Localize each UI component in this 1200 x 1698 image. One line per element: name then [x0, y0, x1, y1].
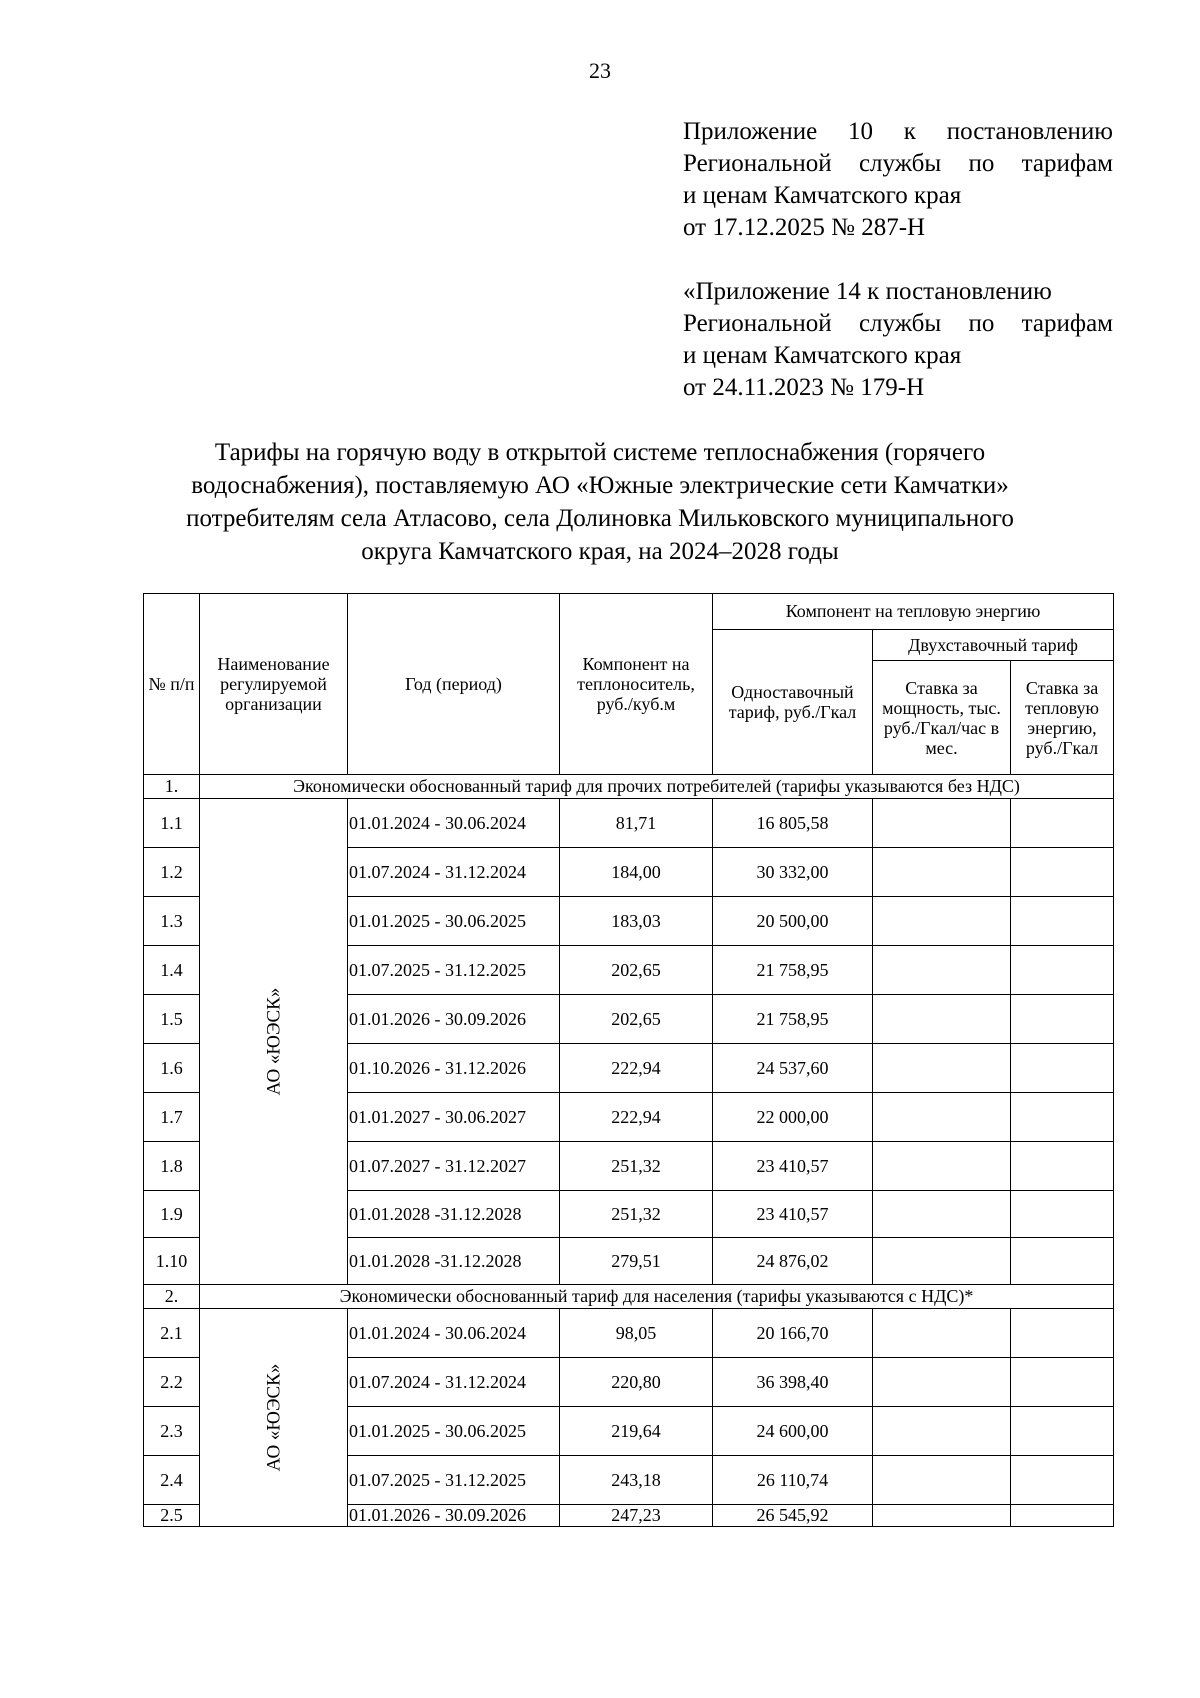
period: 01.01.2026 - 30.09.2026: [348, 995, 560, 1044]
row-number: 1.6: [144, 1044, 200, 1093]
row-number: 2.5: [144, 1505, 200, 1527]
capacity-rate-value: [873, 1093, 1011, 1142]
appendix-line: от 17.12.2025 № 287-Н: [683, 214, 926, 241]
single-rate-value: 22 000,00: [713, 1093, 873, 1142]
section-title: Экономически обоснованный тариф для прочих потребителей (тарифы указываются без НДС): [200, 775, 1114, 799]
header-period: Год (период): [348, 594, 560, 775]
section-number: 1.: [144, 775, 200, 799]
capacity-rate-value: [873, 1238, 1011, 1285]
capacity-rate-value: [873, 1191, 1011, 1238]
row-number: 1.3: [144, 897, 200, 946]
capacity-rate-value: [873, 1505, 1011, 1527]
section-row: [144, 775, 1114, 799]
period: 01.07.2025 - 31.12.2025: [348, 1456, 560, 1505]
title-line: водоснабжения), поставляемую АО «Южные электрические сети Камчатки»: [191, 472, 1009, 499]
header-capacity-rate: Ставка за мощность, тыс. руб./Гкал/час в мес.: [873, 661, 1011, 775]
period: 01.01.2028 -31.12.2028: [348, 1238, 560, 1285]
appendix-line: Региональной службы по тарифам: [683, 150, 1113, 177]
coolant-value: 222,94: [560, 1093, 713, 1142]
section-row: [144, 1285, 1114, 1309]
capacity-rate-value: [873, 946, 1011, 995]
period: 01.07.2024 - 31.12.2024: [348, 848, 560, 897]
appendix-current: [683, 116, 1113, 244]
row-number: 2.3: [144, 1407, 200, 1456]
row-number: 1.9: [144, 1191, 200, 1238]
organization-label: АО «ЮЭСК»: [262, 987, 284, 1096]
energy-rate-value: [1011, 1407, 1114, 1456]
title-line: Тарифы на горячую воду в открытой системе теплоснабжения (горячего: [214, 439, 986, 466]
row-number: 2.2: [144, 1358, 200, 1407]
period: 01.01.2027 - 30.06.2027: [348, 1093, 560, 1142]
energy-rate-value: [1011, 946, 1114, 995]
capacity-rate-value: [873, 1407, 1011, 1456]
coolant-value: 279,51: [560, 1238, 713, 1285]
coolant-value: 202,65: [560, 946, 713, 995]
section-title: Экономически обоснованный тариф для населения (тарифы указываются с НДС)*: [200, 1285, 1114, 1309]
period: 01.01.2024 - 30.06.2024: [348, 1309, 560, 1358]
header-energy-rate: Ставка за тепловую энергию, руб./Гкал: [1011, 661, 1114, 775]
tariff-table: [143, 593, 1114, 1527]
row-number: 1.10: [144, 1238, 200, 1285]
row-number: 1.8: [144, 1142, 200, 1191]
single-rate-value: 36 398,40: [713, 1358, 873, 1407]
single-rate-value: 21 758,95: [713, 995, 873, 1044]
energy-rate-value: [1011, 799, 1114, 848]
capacity-rate-value: [873, 1456, 1011, 1505]
coolant-value: 251,32: [560, 1191, 713, 1238]
title-line: округа Камчатского края, на 2024–2028 годы: [361, 538, 839, 565]
organization-name: [200, 1309, 348, 1527]
coolant-value: 219,64: [560, 1407, 713, 1456]
row-number: 1.7: [144, 1093, 200, 1142]
coolant-value: 183,03: [560, 897, 713, 946]
energy-rate-value: [1011, 848, 1114, 897]
energy-rate-value: [1011, 995, 1114, 1044]
header-num: № п/п: [144, 594, 200, 775]
capacity-rate-value: [873, 995, 1011, 1044]
energy-rate-value: [1011, 1238, 1114, 1285]
table-row: [144, 1309, 1114, 1358]
header-two-rate: Двухставочный тариф: [873, 630, 1114, 661]
coolant-value: 251,32: [560, 1142, 713, 1191]
capacity-rate-value: [873, 1309, 1011, 1358]
period: 01.01.2024 - 30.06.2024: [348, 799, 560, 848]
appendix-line: «Приложение 14 к постановлению: [683, 278, 1052, 305]
single-rate-value: 24 537,60: [713, 1044, 873, 1093]
capacity-rate-value: [873, 799, 1011, 848]
capacity-rate-value: [873, 1044, 1011, 1093]
single-rate-value: 26 110,74: [713, 1456, 873, 1505]
period: 01.01.2025 - 30.06.2025: [348, 1407, 560, 1456]
row-number: 1.5: [144, 995, 200, 1044]
single-rate-value: 24 876,02: [713, 1238, 873, 1285]
coolant-value: 247,23: [560, 1505, 713, 1527]
period: 01.01.2025 - 30.06.2025: [348, 897, 560, 946]
period: 01.01.2026 - 30.09.2026: [348, 1505, 560, 1527]
energy-rate-value: [1011, 1456, 1114, 1505]
single-rate-value: 16 805,58: [713, 799, 873, 848]
energy-rate-value: [1011, 897, 1114, 946]
single-rate-value: 21 758,95: [713, 946, 873, 995]
appendix-line: Региональной службы по тарифам: [683, 310, 1113, 337]
coolant-value: 222,94: [560, 1044, 713, 1093]
capacity-rate-value: [873, 848, 1011, 897]
coolant-value: 184,00: [560, 848, 713, 897]
coolant-value: 81,71: [560, 799, 713, 848]
appendix-line: и ценам Камчатского края: [683, 342, 962, 369]
row-number: 1.1: [144, 799, 200, 848]
single-rate-value: 30 332,00: [713, 848, 873, 897]
capacity-rate-value: [873, 1358, 1011, 1407]
page-number: 23: [589, 58, 611, 83]
header-coolant-component: Компонент на теплоноситель, руб./куб.м: [560, 594, 713, 775]
energy-rate-value: [1011, 1505, 1114, 1527]
single-rate-value: 23 410,57: [713, 1191, 873, 1238]
single-rate-value: 26 545,92: [713, 1505, 873, 1527]
document-title: [120, 436, 1080, 568]
single-rate-value: 23 410,57: [713, 1142, 873, 1191]
coolant-value: 243,18: [560, 1456, 713, 1505]
period: 01.01.2028 -31.12.2028: [348, 1191, 560, 1238]
energy-rate-value: [1011, 1309, 1114, 1358]
single-rate-value: 20 500,00: [713, 897, 873, 946]
appendix-line: Приложение 10 к постановлению: [683, 118, 1113, 145]
section-number: 2.: [144, 1285, 200, 1309]
capacity-rate-value: [873, 897, 1011, 946]
header-row: [144, 594, 1114, 630]
energy-rate-value: [1011, 1142, 1114, 1191]
appendix-line: от 24.11.2023 № 179-Н: [683, 374, 925, 401]
organization-name: [200, 799, 348, 1285]
capacity-rate-value: [873, 1142, 1011, 1191]
row-number: 1.4: [144, 946, 200, 995]
coolant-value: 98,05: [560, 1309, 713, 1358]
header-organization: Наименование регулируемой организации: [200, 594, 348, 775]
period: 01.07.2025 - 31.12.2025: [348, 946, 560, 995]
row-number: 2.4: [144, 1456, 200, 1505]
header-single-rate: Одноставочный тариф, руб./Гкал: [713, 630, 873, 775]
energy-rate-value: [1011, 1358, 1114, 1407]
row-number: 2.1: [144, 1309, 200, 1358]
single-rate-value: 20 166,70: [713, 1309, 873, 1358]
period: 01.10.2026 - 31.12.2026: [348, 1044, 560, 1093]
period: 01.07.2024 - 31.12.2024: [348, 1358, 560, 1407]
header-heat-component: Компонент на тепловую энергию: [713, 594, 1114, 630]
organization-label: АО «ЮЭСК»: [262, 1363, 284, 1472]
row-number: 1.2: [144, 848, 200, 897]
appendix-previous: [683, 276, 1113, 404]
energy-rate-value: [1011, 1191, 1114, 1238]
appendix-line: и ценам Камчатского края: [683, 182, 962, 209]
energy-rate-value: [1011, 1044, 1114, 1093]
energy-rate-value: [1011, 1093, 1114, 1142]
table-row: [144, 799, 1114, 848]
coolant-value: 202,65: [560, 995, 713, 1044]
coolant-value: 220,80: [560, 1358, 713, 1407]
period: 01.07.2027 - 31.12.2027: [348, 1142, 560, 1191]
single-rate-value: 24 600,00: [713, 1407, 873, 1456]
title-line: потребителям села Атласово, села Долиновка Мильковского муниципального: [186, 505, 1014, 532]
